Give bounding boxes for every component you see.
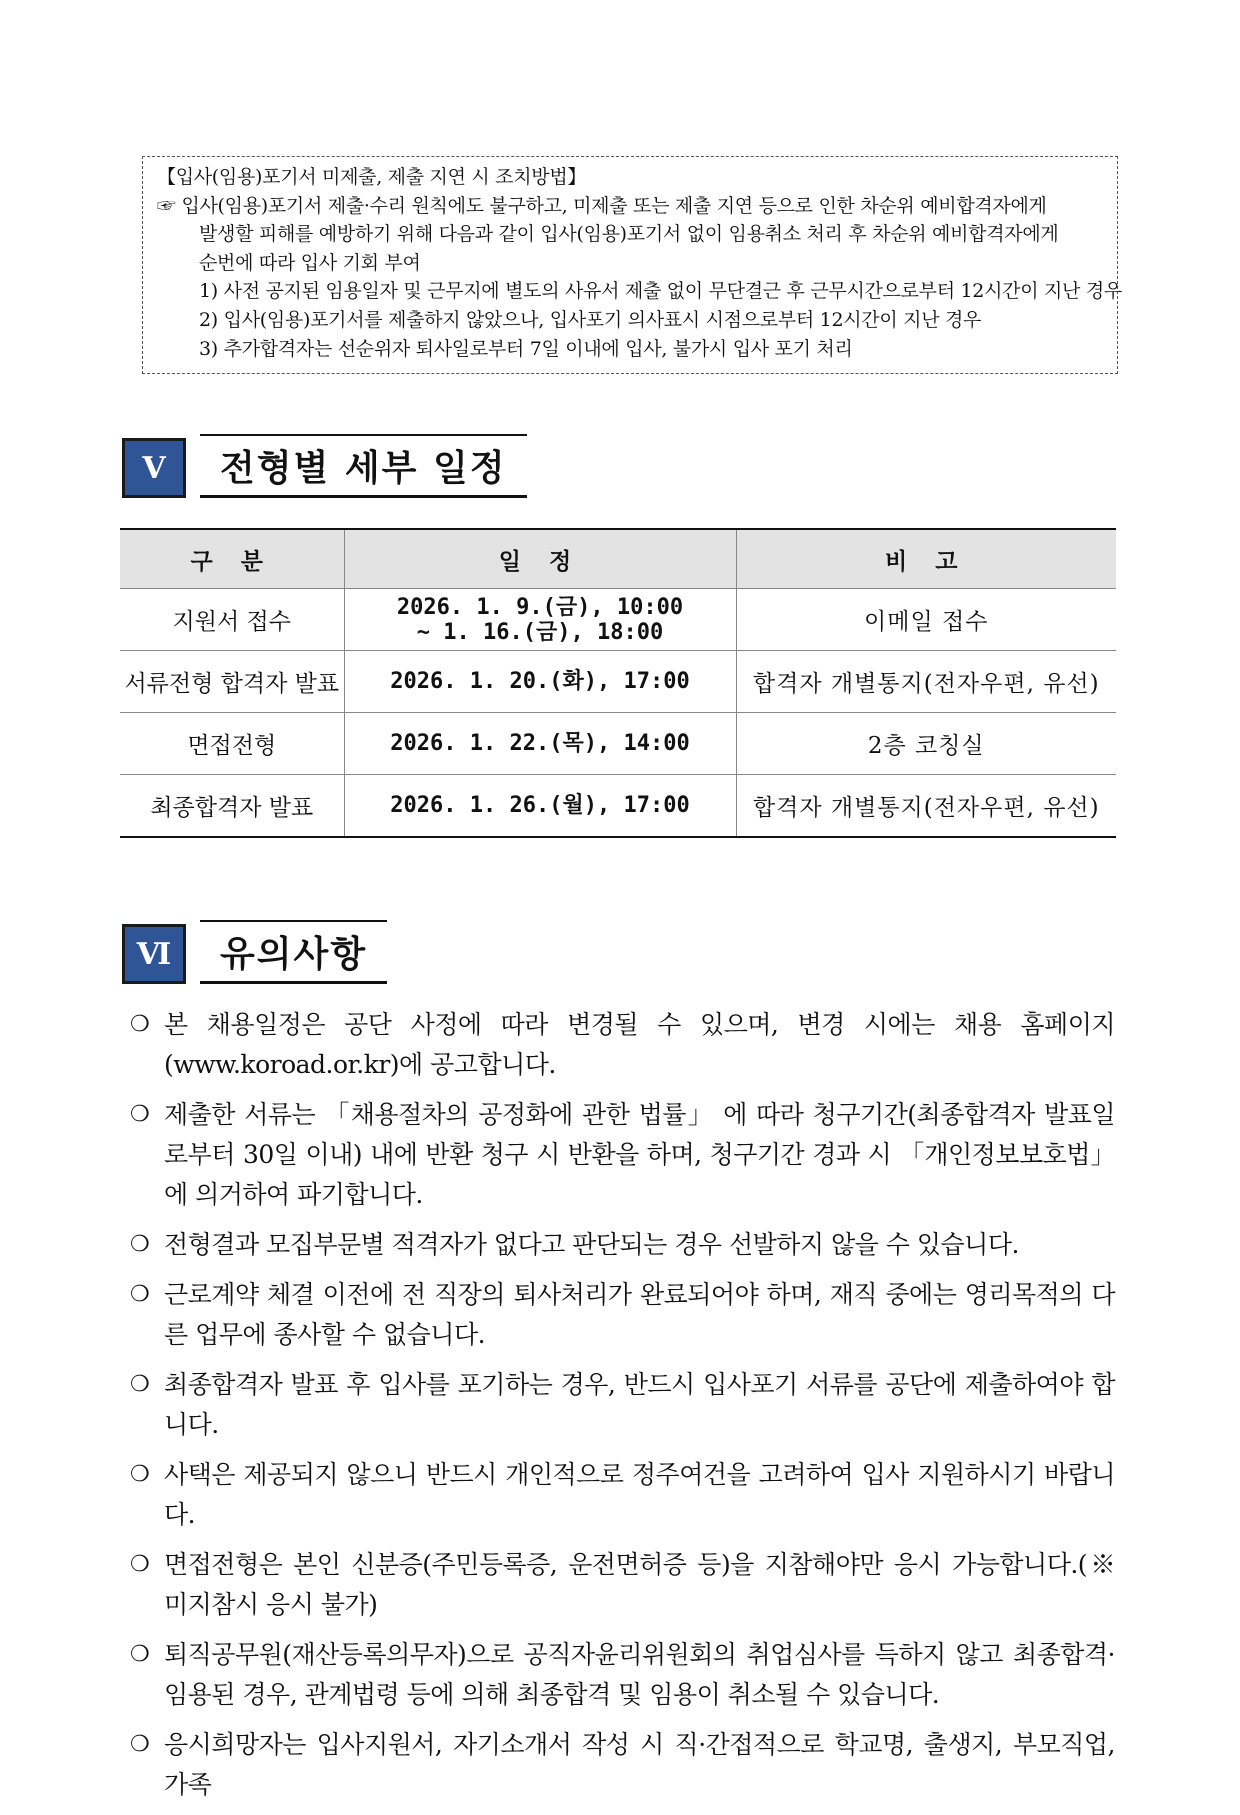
row-note: 합격자 개별통지(전자우편, 유선) xyxy=(736,651,1116,713)
bullet-icon: ❍ xyxy=(130,1102,150,1127)
bullet-icon: ❍ xyxy=(130,1462,150,1487)
row-category: 최종합격자 발표 xyxy=(120,775,344,838)
table-header-row xyxy=(120,529,1116,589)
schedule-table xyxy=(120,528,1116,838)
notice-line: 순번에 따라 입사 기회 부여 xyxy=(199,251,421,274)
list-item xyxy=(130,1455,1115,1535)
list-item xyxy=(130,1225,1115,1265)
note-text: 전형결과 모집부문별 적격자가 없다고 판단되는 경우 선발하지 않을 수 있습니다. xyxy=(164,1230,1019,1259)
note-text: 응시희망자는 입사지원서, 자기소개서 작성 시 직·간접적으로 학교명, 출생지, 부모직업, 가족 xyxy=(164,1730,1115,1799)
notice-line: 1) 사전 공지된 임용일자 및 근무지에 별도의 사유서 제출 없이 무단결근 후 근무시간으로부터 12시간이 지난 경우 xyxy=(199,280,1122,303)
list-item xyxy=(130,1275,1115,1355)
note-text: 본 채용일정은 공단 사정에 따라 변경될 수 있으며, 변경 시에는 채용 홈페이지 (www.koroad.or.kr)에 공고합니다. xyxy=(164,1010,1115,1079)
row-category: 면접전형 xyxy=(120,713,344,775)
header-note: 비 고 xyxy=(736,529,1116,589)
note-text: 사택은 제공되지 않으니 반드시 개인적으로 정주여건을 고려하여 입사 지원하시기 바랍니다. xyxy=(164,1460,1115,1529)
note-text: 근로계약 체결 이전에 전 직장의 퇴사처리가 완료되어야 하며, 재직 중에는 영리목적의 다른 업무에 종사할 수 없습니다. xyxy=(164,1280,1115,1349)
notice-box xyxy=(142,156,1122,374)
list-item xyxy=(130,1545,1115,1625)
section-title: 유의사항 xyxy=(200,920,387,984)
section-6-heading xyxy=(122,920,387,984)
list-item xyxy=(130,1095,1115,1215)
section-5-heading xyxy=(122,434,527,498)
section-number: Ⅴ xyxy=(122,438,186,498)
header-date: 일 정 xyxy=(344,529,736,589)
section-number: Ⅵ xyxy=(122,924,186,984)
list-item xyxy=(130,1005,1115,1085)
bullet-icon: ❍ xyxy=(130,1012,150,1037)
table-row xyxy=(120,651,1116,713)
row-date: 2026. 1. 22.(목), 14:00 xyxy=(344,713,736,775)
row-note: 이메일 접수 xyxy=(736,589,1116,651)
row-date-line: 2026. 1. 9.(금), 10:00 xyxy=(396,594,684,620)
list-item xyxy=(130,1725,1115,1805)
table-row xyxy=(120,713,1116,775)
row-date-line: ~ 1. 16.(금), 18:00 xyxy=(416,619,664,645)
notice-line: 3) 추가합격자는 선순위자 퇴사일로부터 7일 이내에 입사, 불가시 입사 포기 처리 xyxy=(199,337,853,360)
table-row xyxy=(120,589,1116,651)
list-item xyxy=(130,1365,1115,1445)
row-category: 서류전형 합격자 발표 xyxy=(120,651,344,713)
bullet-icon: ❍ xyxy=(130,1642,150,1667)
bullet-icon: ❍ xyxy=(130,1732,150,1757)
bullet-icon: ❍ xyxy=(130,1282,150,1307)
row-note: 합격자 개별통지(전자우편, 유선) xyxy=(736,775,1116,838)
row-date: 2026. 1. 20.(화), 17:00 xyxy=(344,651,736,713)
notice-line: ☞ 입사(임용)포기서 제출·수리 원칙에도 불구하고, 미제출 또는 제출 지연 등으로 인한 차순위 예비합격자에게 xyxy=(157,194,1047,217)
section-title: 전형별 세부 일정 xyxy=(200,434,527,498)
note-text: 제출한 서류는 「채용절차의 공정화에 관한 법률」 에 따라 청구기간(최종합격자 발표일로부터 30일 이내) 내에 반환 청구 시 반환을 하며, 청구기간 경과 시 「개인정보보호법」 에 의거하여 파기합니다. xyxy=(164,1100,1115,1209)
row-category: 지원서 접수 xyxy=(120,589,344,651)
row-date: 2026. 1. 26.(월), 17:00 xyxy=(344,775,736,838)
bullet-icon: ❍ xyxy=(130,1232,150,1257)
list-item xyxy=(130,1635,1115,1715)
notes-list xyxy=(130,1005,1115,1815)
table-row xyxy=(120,775,1116,838)
bullet-icon: ❍ xyxy=(130,1372,150,1397)
note-text: 면접전형은 본인 신분증(주민등록증, 운전면허증 등)을 지참해야만 응시 가능합니다.(※ 미지참시 응시 불가) xyxy=(164,1550,1115,1619)
row-date xyxy=(344,589,736,651)
note-text: 최종합격자 발표 후 입사를 포기하는 경우, 반드시 입사포기 서류를 공단에 제출하여야 합니다. xyxy=(164,1370,1115,1439)
notice-line: 2) 입사(임용)포기서를 제출하지 않았으나, 입사포기 의사표시 시점으로부터 12시간이 지난 경우 xyxy=(199,308,982,331)
header-category: 구 분 xyxy=(120,529,344,589)
row-note: 2층 코칭실 xyxy=(736,713,1116,775)
notice-line: 발생할 피해를 예방하기 위해 다음과 같이 입사(임용)포기서 없이 임용취소 처리 후 차순위 예비합격자에게 xyxy=(199,223,1059,246)
note-text: 퇴직공무원(재산등록의무자)으로 공직자윤리위원회의 취업심사를 득하지 않고 최종합격·임용된 경우, 관계법령 등에 의해 최종합격 및 임용이 취소될 수 있습니다. xyxy=(164,1640,1115,1709)
bullet-icon: ❍ xyxy=(130,1552,150,1577)
notice-title: 【입사(임용)포기서 미제출, 제출 지연 시 조치방법】 xyxy=(157,166,587,188)
